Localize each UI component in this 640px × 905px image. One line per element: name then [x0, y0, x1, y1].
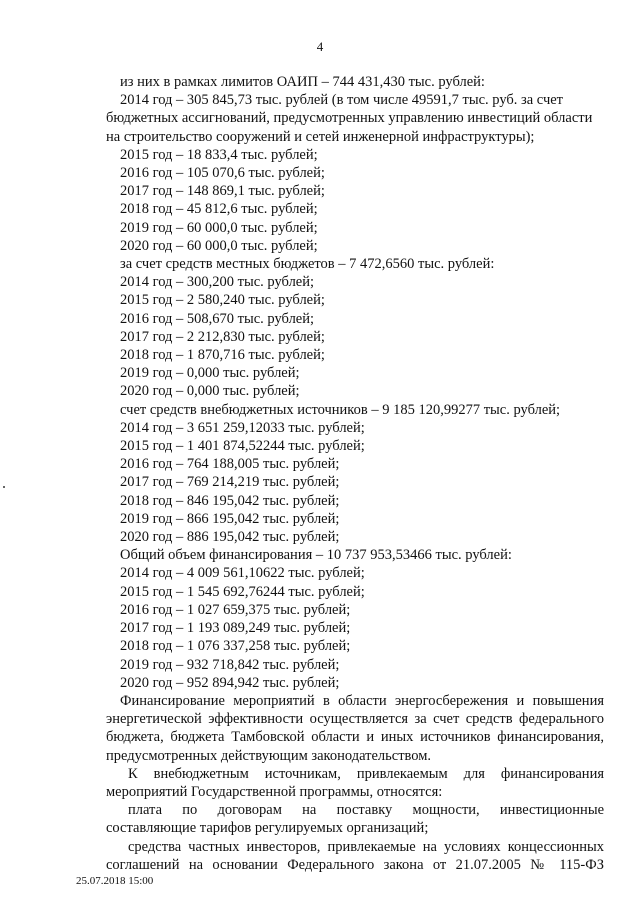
text-line: К внебюджетным источникам, привлекаемым для финансирования: [128, 765, 604, 782]
text-line: 2016 год – 508,670 тыс. рублей;: [120, 310, 315, 327]
text-line: плата по договорам на поставку мощности, инвестиционные: [128, 802, 604, 819]
margin-mark: [3, 486, 5, 488]
text-line: 2016 год – 105 070,6 тыс. рублей;: [120, 165, 325, 182]
text-line: 2015 год – 18 833,4 тыс. рублей;: [120, 146, 318, 163]
text-line: Финансирование мероприятий в области энергосбережения и повышения: [120, 692, 604, 709]
text-line: 2020 год – 60 000,0 тыс. рублей;: [120, 237, 318, 254]
text-line: соглашений на основании Федерального закона от 21.07.2005 № 115-ФЗ: [106, 856, 604, 873]
document-body: [106, 73, 604, 874]
text-line: 2015 год – 2 580,240 тыс. рублей;: [120, 292, 325, 309]
text-line: 2018 год – 1 870,716 тыс. рублей;: [120, 347, 325, 364]
text-line: 2020 год – 886 195,042 тыс. рублей;: [120, 529, 340, 546]
text-line: средства частных инвесторов, привлекаемые на условиях концессионных: [128, 838, 604, 855]
text-line: 2014 год – 300,200 тыс. рублей;: [120, 274, 315, 291]
text-line: 2018 год – 45 812,6 тыс. рублей;: [120, 201, 318, 218]
text-line: из них в рамках лимитов ОАИП – 744 431,430 тыс. рублей:: [120, 74, 485, 90]
text-line: 2018 год – 846 195,042 тыс. рублей;: [120, 492, 340, 509]
text-line: бюджета, бюджета Тамбовской области и иных источников финансирования,: [106, 729, 604, 746]
text-line: 2017 год – 769 214,219 тыс. рублей;: [120, 474, 340, 491]
text-line: энергетической эффективности осуществляется за счет средств федерального: [106, 711, 604, 728]
text-line: 2020 год – 952 894,942 тыс. рублей;: [120, 674, 340, 691]
text-line: 2019 год – 866 195,042 тыс. рублей;: [120, 510, 340, 527]
text-line: 2015 год – 1 401 874,52244 тыс. рублей;: [120, 438, 365, 455]
page-number: 4: [316, 39, 324, 54]
footer-timestamp: 25.07.2018 15:00: [76, 875, 154, 887]
text-line: 2014 год – 3 651 259,12033 тыс. рублей;: [120, 419, 365, 436]
text-line: бюджетных ассигнований, предусмотренных управлению инвестиций области: [106, 110, 593, 127]
text-line: 2018 год – 1 076 337,258 тыс. рублей;: [120, 638, 351, 655]
text-line: 2014 год – 4 009 561,10622 тыс. рублей;: [120, 565, 365, 582]
text-line: счет средств внебюджетных источников – 9 185 120,99277 тыс. рублей;: [120, 401, 561, 418]
text-line: 2017 год – 2 212,830 тыс. рублей;: [120, 328, 325, 345]
text-line: 2014 год – 305 845,73 тыс. рублей (в том числе 49591,7 тыс. руб. за счет: [120, 92, 564, 109]
text-line: 2017 год – 148 869,1 тыс. рублей;: [120, 183, 325, 200]
text-line: Общий объем финансирования – 10 737 953,53466 тыс. рублей:: [120, 547, 512, 564]
text-line: на строительство сооружений и сетей инженерной инфраструктуры);: [106, 128, 535, 145]
text-line: составляющие тарифов регулируемых организаций;: [106, 820, 429, 837]
text-line: 2019 год – 0,000 тыс. рублей;: [120, 365, 300, 382]
text-line: 2016 год – 764 188,005 тыс. рублей;: [120, 456, 340, 473]
text-line: 2015 год – 1 545 692,76244 тыс. рублей;: [120, 583, 365, 600]
text-line: 2019 год – 932 718,842 тыс. рублей;: [120, 656, 340, 673]
text-line: 2019 год – 60 000,0 тыс. рублей;: [120, 219, 318, 236]
text-line: предусмотренных действующим законодательством.: [106, 747, 432, 764]
text-line: 2016 год – 1 027 659,375 тыс. рублей;: [120, 601, 351, 618]
text-line: 2017 год – 1 193 089,249 тыс. рублей;: [120, 620, 351, 637]
text-line: за счет средств местных бюджетов – 7 472,6560 тыс. рублей:: [120, 256, 495, 273]
text-line: мероприятий Государственной программы, относятся:: [106, 783, 443, 800]
text-line: 2020 год – 0,000 тыс. рублей;: [120, 383, 300, 400]
